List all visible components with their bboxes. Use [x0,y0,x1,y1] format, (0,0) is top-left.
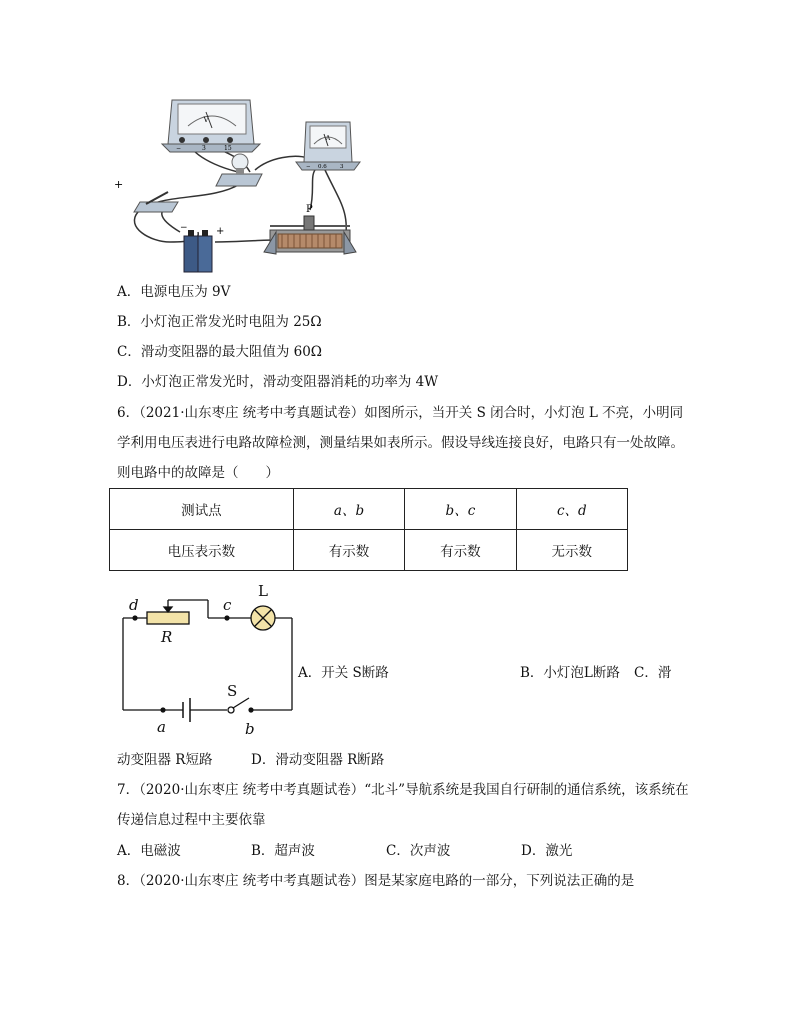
circuit-label-b: b [245,720,255,738]
q7-option-d: D．激光 [521,843,573,859]
voltmeter-terminal: − [176,145,182,152]
circuit-label-s: S [227,682,238,700]
switch-icon [134,192,178,212]
table-header-cell: 测试点 [110,489,294,530]
q6-circuit-diagram [115,582,300,743]
q7-option-c: C．次声波 [386,843,451,859]
q5-option-c: C．滑动变阻器的最大阻值为 60Ω [117,344,322,360]
circuit-label-c: c [223,596,232,614]
q6-option-d: D．滑动变阻器 R断路 [251,752,385,768]
q5-option-a: A．电源电压为 9V [117,284,231,300]
q6-stem-line3: 则电路中的故障是（ ） [117,465,279,481]
q6-stem-line1: 6．（2021·山东枣庄 统考中考真题试卷）如图所示，当开关 S 闭合时，小灯泡 L 不亮，小明同 [117,405,684,421]
table-cell: 有示数 [405,530,516,571]
battery-minus: − [180,223,188,233]
table-header-cell: c、d [516,489,627,530]
plus-sign: + [114,178,124,191]
apparatus-figure [110,92,370,282]
q6-option-a: A．开关 S断路 [298,665,389,681]
table-cell: 有示数 [293,530,404,571]
table-cell: 电压表示数 [110,530,294,571]
battery-icon [184,230,212,272]
q7-option-a: A．电磁波 [117,843,181,859]
voltmeter-terminal: 15 [224,145,232,152]
q6-option-c-start: C．滑 [634,665,672,681]
table-header-cell: a、b [293,489,404,530]
circuit-label-d: d [129,596,139,614]
circuit-label-a: a [157,718,166,736]
ammeter-terminal: 3 [340,164,344,170]
voltmeter [162,100,260,152]
table-cell: 无示数 [516,530,627,571]
q7-option-b: B．超声波 [251,843,315,859]
q6-stem-line2: 学利用电压表进行电路故障检测，测量结果如表所示。假设导线连接良好，电路只有一处故障。 [117,435,684,451]
q6-test-table [109,488,628,571]
slider-label: P [306,204,313,215]
voltmeter-letter: V [203,116,209,124]
ammeter-terminal: 0.6 [318,164,327,170]
battery-plus: + [216,226,225,237]
rheostat-icon [264,216,356,254]
q6-option-c-end: 动变阻器 R短路 [117,752,213,768]
circuit-label-l: L [258,582,268,600]
ammeter-terminal: − [306,164,311,170]
table-row [110,489,628,530]
table-header-cell: b、c [405,489,516,530]
q5-option-b: B．小灯泡正常发光时电阻为 25Ω [117,314,322,330]
q8-stem-line1: 8．（2020·山东枣庄 统考中考真题试卷）图是某家庭电路的一部分，下列说法正确的是 [117,873,635,889]
voltmeter-terminal: 3 [202,145,206,152]
q7-stem-line1: 7．（2020·山东枣庄 统考中考真题试卷）“北斗”导航系统是我国自行研制的通信系统，该系统在 [117,782,689,798]
circuit-label-r: R [161,628,173,646]
table-row [110,530,628,571]
ammeter-letter: A [325,135,331,142]
q6-option-b: B．小灯泡L断路 [520,665,620,681]
q7-stem-line2: 传递信息过程中主要依靠 [117,812,266,828]
ammeter [296,122,360,170]
q5-option-d: D．小灯泡正常发光时，滑动变阻器消耗的功率为 4W [117,374,439,390]
